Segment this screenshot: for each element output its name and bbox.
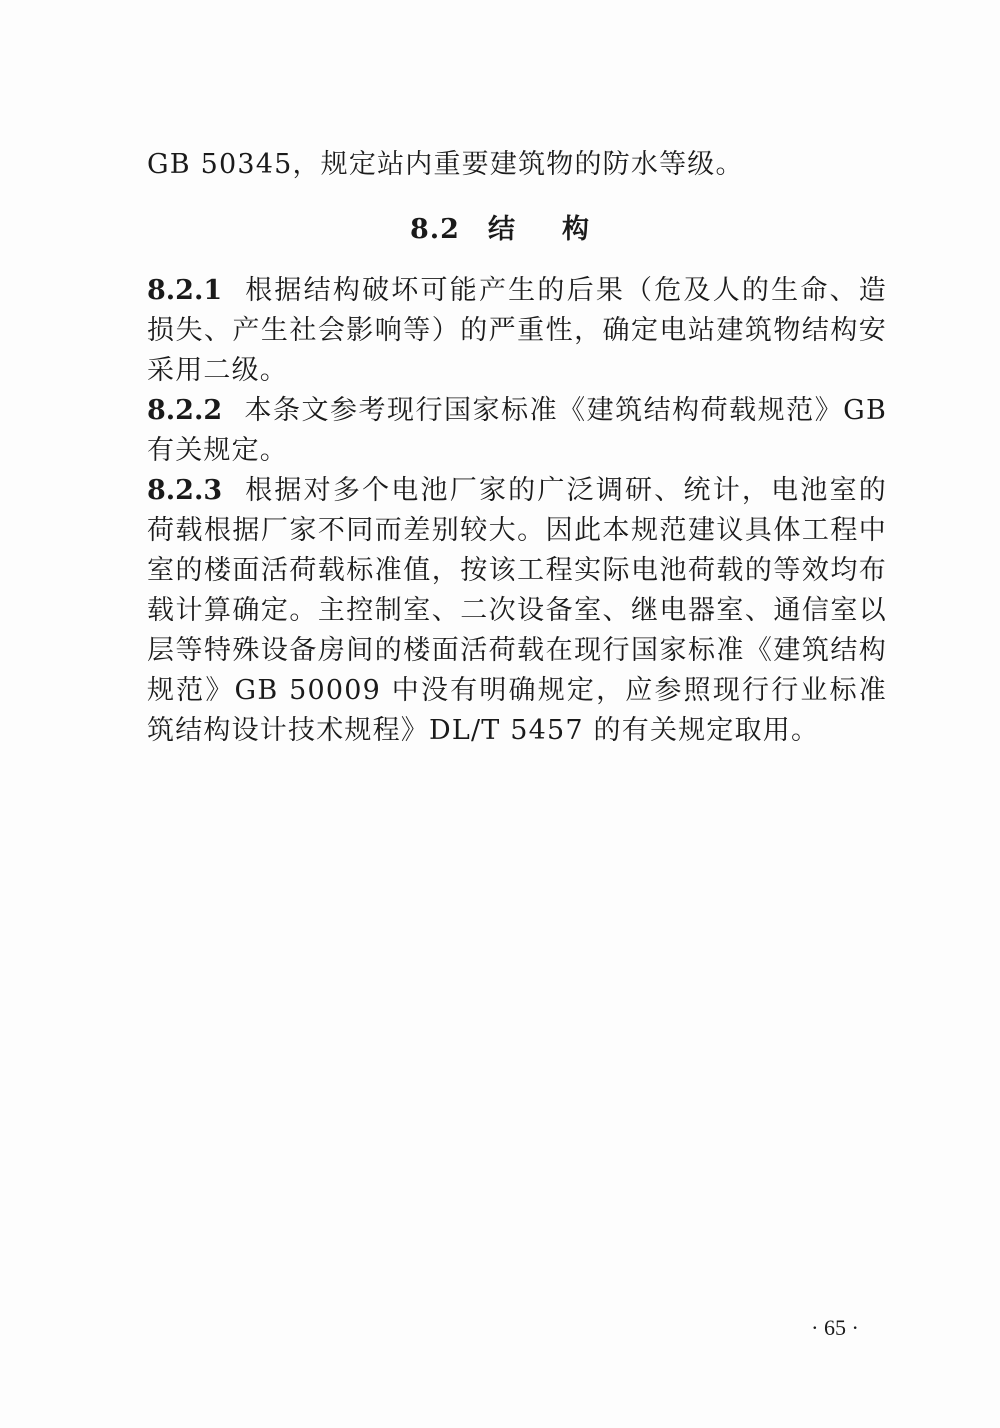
clause-text: 本条文参考现行国家标准《建筑结构荷载规范》GB — [244, 395, 887, 426]
clause-8-2-2-line-1 — [147, 391, 887, 431]
section-heading — [0, 210, 1000, 250]
section-title-char-1: 结 — [487, 214, 516, 245]
clause-8-2-3-line-7: 筑结构设计技术规程》DL/T 5457 的有关规定取用。 — [147, 715, 820, 746]
clause-text: 根据结构破坏可能产生的后果（危及人的生命、造 — [244, 275, 887, 306]
clause-number: 8.2.2 — [147, 395, 223, 426]
clause-text: 载计算确定。主控制室、二次设备室、继电器室、通信室以 — [147, 595, 887, 626]
clause-8-2-3-line-6 — [147, 671, 887, 711]
clause-text: 层等特殊设备房间的楼面活荷载在现行国家标准《建筑结构 — [147, 635, 887, 666]
clause-text: 损失、产生社会影响等）的严重性，确定电站建筑物结构安 — [147, 315, 887, 346]
clause-text: 室的楼面活荷载标准值，按该工程实际电池荷载的等效均布 — [147, 555, 887, 586]
clause-text: 荷载根据厂家不同而差别较大。因此本规范建议具体工程中 — [147, 515, 887, 546]
section-number: 8.2 — [410, 214, 460, 245]
continuation-line: GB 50345，规定站内重要建筑物的防水等级。 — [147, 149, 744, 180]
clause-8-2-1-line-3: 采用二级。 — [147, 355, 288, 386]
clause-number: 8.2.3 — [147, 475, 223, 506]
clause-8-2-3-line-2 — [147, 511, 887, 551]
clause-number: 8.2.1 — [147, 275, 223, 306]
clause-8-2-1-line-1 — [147, 271, 887, 311]
clause-text: 规范》GB 50009 中没有明确规定，应参照现行行业标准 — [147, 675, 887, 706]
clause-text: 根据对多个电池厂家的广泛调研、统计，电池室的 — [244, 475, 887, 506]
clause-8-2-2-line-2: 有关规定。 — [147, 435, 288, 466]
clause-8-2-3-line-1 — [147, 471, 887, 511]
clause-8-2-1-line-2 — [147, 311, 887, 351]
clause-8-2-3-line-3 — [147, 551, 887, 591]
page-number: · 65 · — [811, 1315, 859, 1340]
section-title-char-2: 构 — [561, 214, 590, 245]
clause-8-2-3-line-5 — [147, 631, 887, 671]
clause-8-2-3-line-4 — [147, 591, 887, 631]
